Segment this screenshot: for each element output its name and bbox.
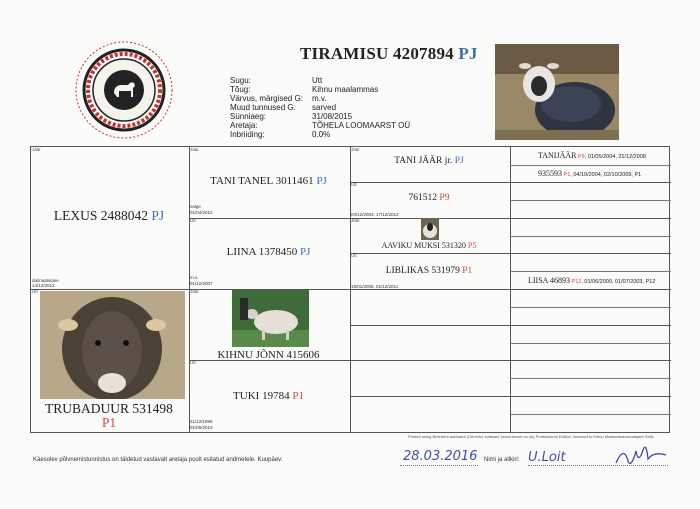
field-label-birthdate: Sünniaeg: xyxy=(230,112,267,121)
field-value-other: sarved xyxy=(312,103,337,112)
sd-name: LIINA 1378450 PJ xyxy=(226,246,311,258)
ss-name: TANI TANEL 3011461 PJ xyxy=(210,175,327,187)
declaration-text: Käesolev põlvnemistunnistus on täidetud vastavalt aretaja poolt esitatud andmetele. Kuupäev: xyxy=(33,457,283,463)
ssd-name: 761512 P9 xyxy=(408,193,450,203)
dam-name: TRUBADUUR 531498 xyxy=(45,401,173,416)
field-label-color: Värvus, märgised G: xyxy=(230,94,303,103)
ssd-dates: 04/12/2003, 17/12/2012 xyxy=(351,212,399,217)
printed-by-note: Printed using Breeders assistant (Generic) software (www.tenset.co.uk) Professional Edition, licensed to Kihnu Maalambakasvatajate Selts xyxy=(408,434,654,439)
ds-caption: Jäär xyxy=(190,289,199,294)
handwritten-date: 28.03.2016 xyxy=(403,449,478,464)
field-label-breeder: Aretaja: xyxy=(230,121,258,130)
sd-caption: Utt xyxy=(190,218,196,223)
sdd-name: LIBLIKAS 531979 P1 xyxy=(385,266,473,276)
handwritten-signature: U.Loit xyxy=(528,450,566,465)
sds-caption: Jäär xyxy=(351,218,360,223)
dam-photo xyxy=(40,291,185,399)
field-value-inbreeding: 0.0% xyxy=(312,130,331,139)
sss-caption: Jäär xyxy=(351,147,360,152)
dd-date2: 01/06/2010 xyxy=(190,425,213,430)
field-label-inbreeding: Inbriiding: xyxy=(230,130,265,139)
g4-row: TANIJÄÄR P9, 01/05/2004, 21/12/2008 xyxy=(538,151,646,160)
sdd-dates: 19/01/2005, 01/12/2011 xyxy=(351,284,399,289)
sire-birthdate: 14/12/2012 xyxy=(32,283,55,288)
sss-name: TANI JÄÄR jr. PJ xyxy=(394,156,464,166)
sd-color: m.v. xyxy=(190,275,199,280)
sds-name: AAVIKU MUKSI 531320 P5 xyxy=(381,241,477,250)
sd-birthdate: 01/12/2007 xyxy=(190,281,213,286)
signature-scribble xyxy=(612,443,670,471)
dd-name: TUKI 19784 P1 xyxy=(233,390,304,402)
sdd-caption: Utt xyxy=(351,253,357,258)
name-signature-label: Nimi ja allkiri: xyxy=(484,457,520,463)
sds-photo xyxy=(421,218,439,240)
dam-tag: P1 xyxy=(101,415,117,430)
ssd-caption: Utt xyxy=(351,182,357,187)
dd-caption: Utt xyxy=(190,360,196,365)
g4-row: LIISA 46893 P12, 01/06/2000, 01/07/2003, P12 xyxy=(528,276,656,285)
ds-name: KIHNU JÕNN 415606 xyxy=(217,349,320,361)
field-value-sex: Utt xyxy=(312,76,323,85)
sire-name: LEXUS 2488042 PJ xyxy=(53,208,165,223)
society-logo xyxy=(74,40,174,140)
ds-photo xyxy=(232,290,309,347)
ss-caption: Jäär xyxy=(190,147,199,152)
dd-birthdate: 21/12/1996 xyxy=(190,419,213,424)
animal-title xyxy=(300,44,478,64)
sire-caption: Jäär xyxy=(32,147,41,152)
ss-birthdate: 01/04/2012 xyxy=(190,210,213,215)
field-value-birthdate: 31/08/2015 xyxy=(312,112,353,121)
animal-pj-tag: PJ xyxy=(458,44,478,63)
animal-name: TIRAMISU 4207894 xyxy=(300,44,454,63)
field-value-breeder: TÕHELA LOOMAARST OÜ xyxy=(312,121,411,130)
field-label-sex: Sugu: xyxy=(230,76,251,85)
g4-row: 935593 P1, 04/10/2004, 02/10/2009, P1 xyxy=(538,169,642,178)
field-label-breed: Tõug: xyxy=(230,85,251,94)
ss-color: valge xyxy=(190,204,201,209)
sire-color: dalmaatsiane xyxy=(32,278,59,283)
animal-photo xyxy=(495,44,619,140)
field-value-breed: Kihnu maalammas xyxy=(312,85,379,94)
dam-caption: Utt xyxy=(32,289,38,294)
field-label-other: Muud tunnused G: xyxy=(230,103,296,112)
field-value-color: m.v. xyxy=(312,94,327,103)
